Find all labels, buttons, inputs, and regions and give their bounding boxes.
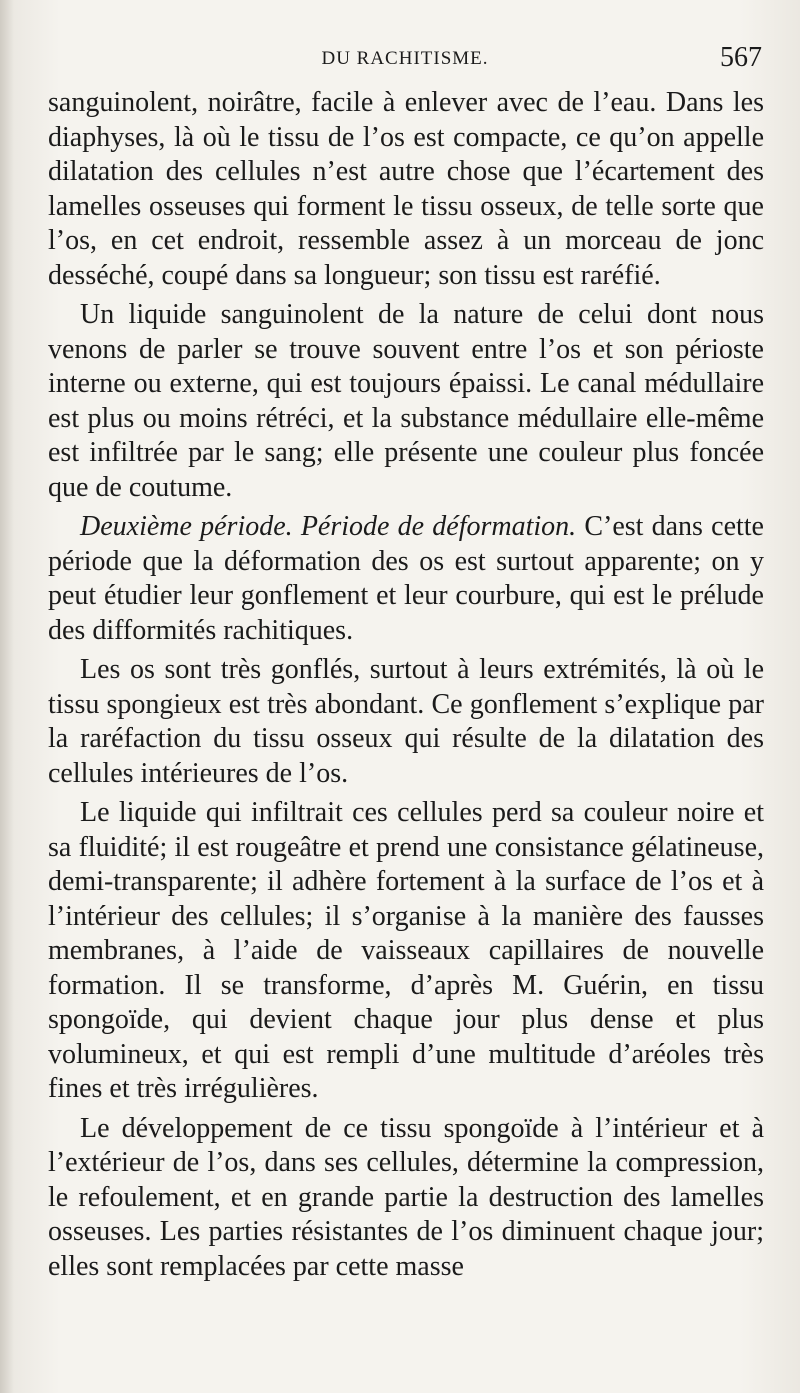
paragraph-os-gonfles: Les os sont très gonflés, surtout à leurs extrémités, là où le tissu spongieux est très abondant. Ce gonflement s’explique par la raréfaction du tissu osseux qui résulte de la dilatation des cellules intérieures de l’os. <box>48 654 764 789</box>
paragraph-deuxieme-periode <box>48 510 764 648</box>
body-text <box>48 86 764 1289</box>
page-number: 567 <box>720 42 762 73</box>
paragraph-continued: sanguinolent, noirâtre, facile à enlever avec de l’eau. Dans les diaphyses, là où le tissu de l’os est compacte, ce qu’on appelle dilatation des cellules n’est autre chose que l’écartement des lamelles osseuses qui forment le tissu osseux, de telle sorte que l’os, en cet endroit, ressemble assez à un morceau de jonc desséché, coupé dans sa longueur; son tissu est raréfié. <box>48 87 764 291</box>
page-binding-shadow <box>0 0 14 1393</box>
paragraph-liquide: Un liquide sanguinolent de la nature de celui dont nous venons de parler se trouve souvent entre l’os et son périoste interne ou externe, qui est toujours épaissi. Le canal médullaire est plus ou moins rétréci, et la substance médullaire elle-même est infiltrée par le sang; elle présente une couleur plus foncée que de coutume. <box>48 299 764 503</box>
paragraph-deuxieme-periode-text: C’est dans cette période que la déformation des os est surtout apparente; on y peut étudier leur gonflement et leur courbure, qui est le prélude des difformités rachitiques. <box>48 511 764 646</box>
paragraph-liquide-infiltrait: Le liquide qui infiltrait ces cellules perd sa couleur noire et sa fluidité; il est rougeâtre et prend une consistance gélatineuse, demi-transparente; il adhère fortement à la surface de l’os et à l’intérieur des cellules; il s’organise à la manière des fausses membranes, à l’aide de vaisseaux capillaires de nouvelle formation. Il se transforme, d’après M. Guérin, en tissu spongoïde, qui devient chaque jour plus dense et plus volumineux, et qui est rempli d’une multitude d’aréoles très fines et très irrégulières. <box>48 797 764 1104</box>
running-head: DU RACHITISME. <box>321 48 489 69</box>
section-heading-italic: Deuxième période. Période de déformation. <box>80 511 577 542</box>
paragraph-developpement: Le développement de ce tissu spongoïde à l’intérieur et à l’extérieur de l’os, dans ses cellules, détermine la compression, le refoulement, et en grande partie la destruction des lamelles osseuses. Les parties résistantes de l’os diminuent chaque jour; elles sont remplacées par cette masse <box>48 1112 764 1282</box>
page-header <box>48 42 762 82</box>
